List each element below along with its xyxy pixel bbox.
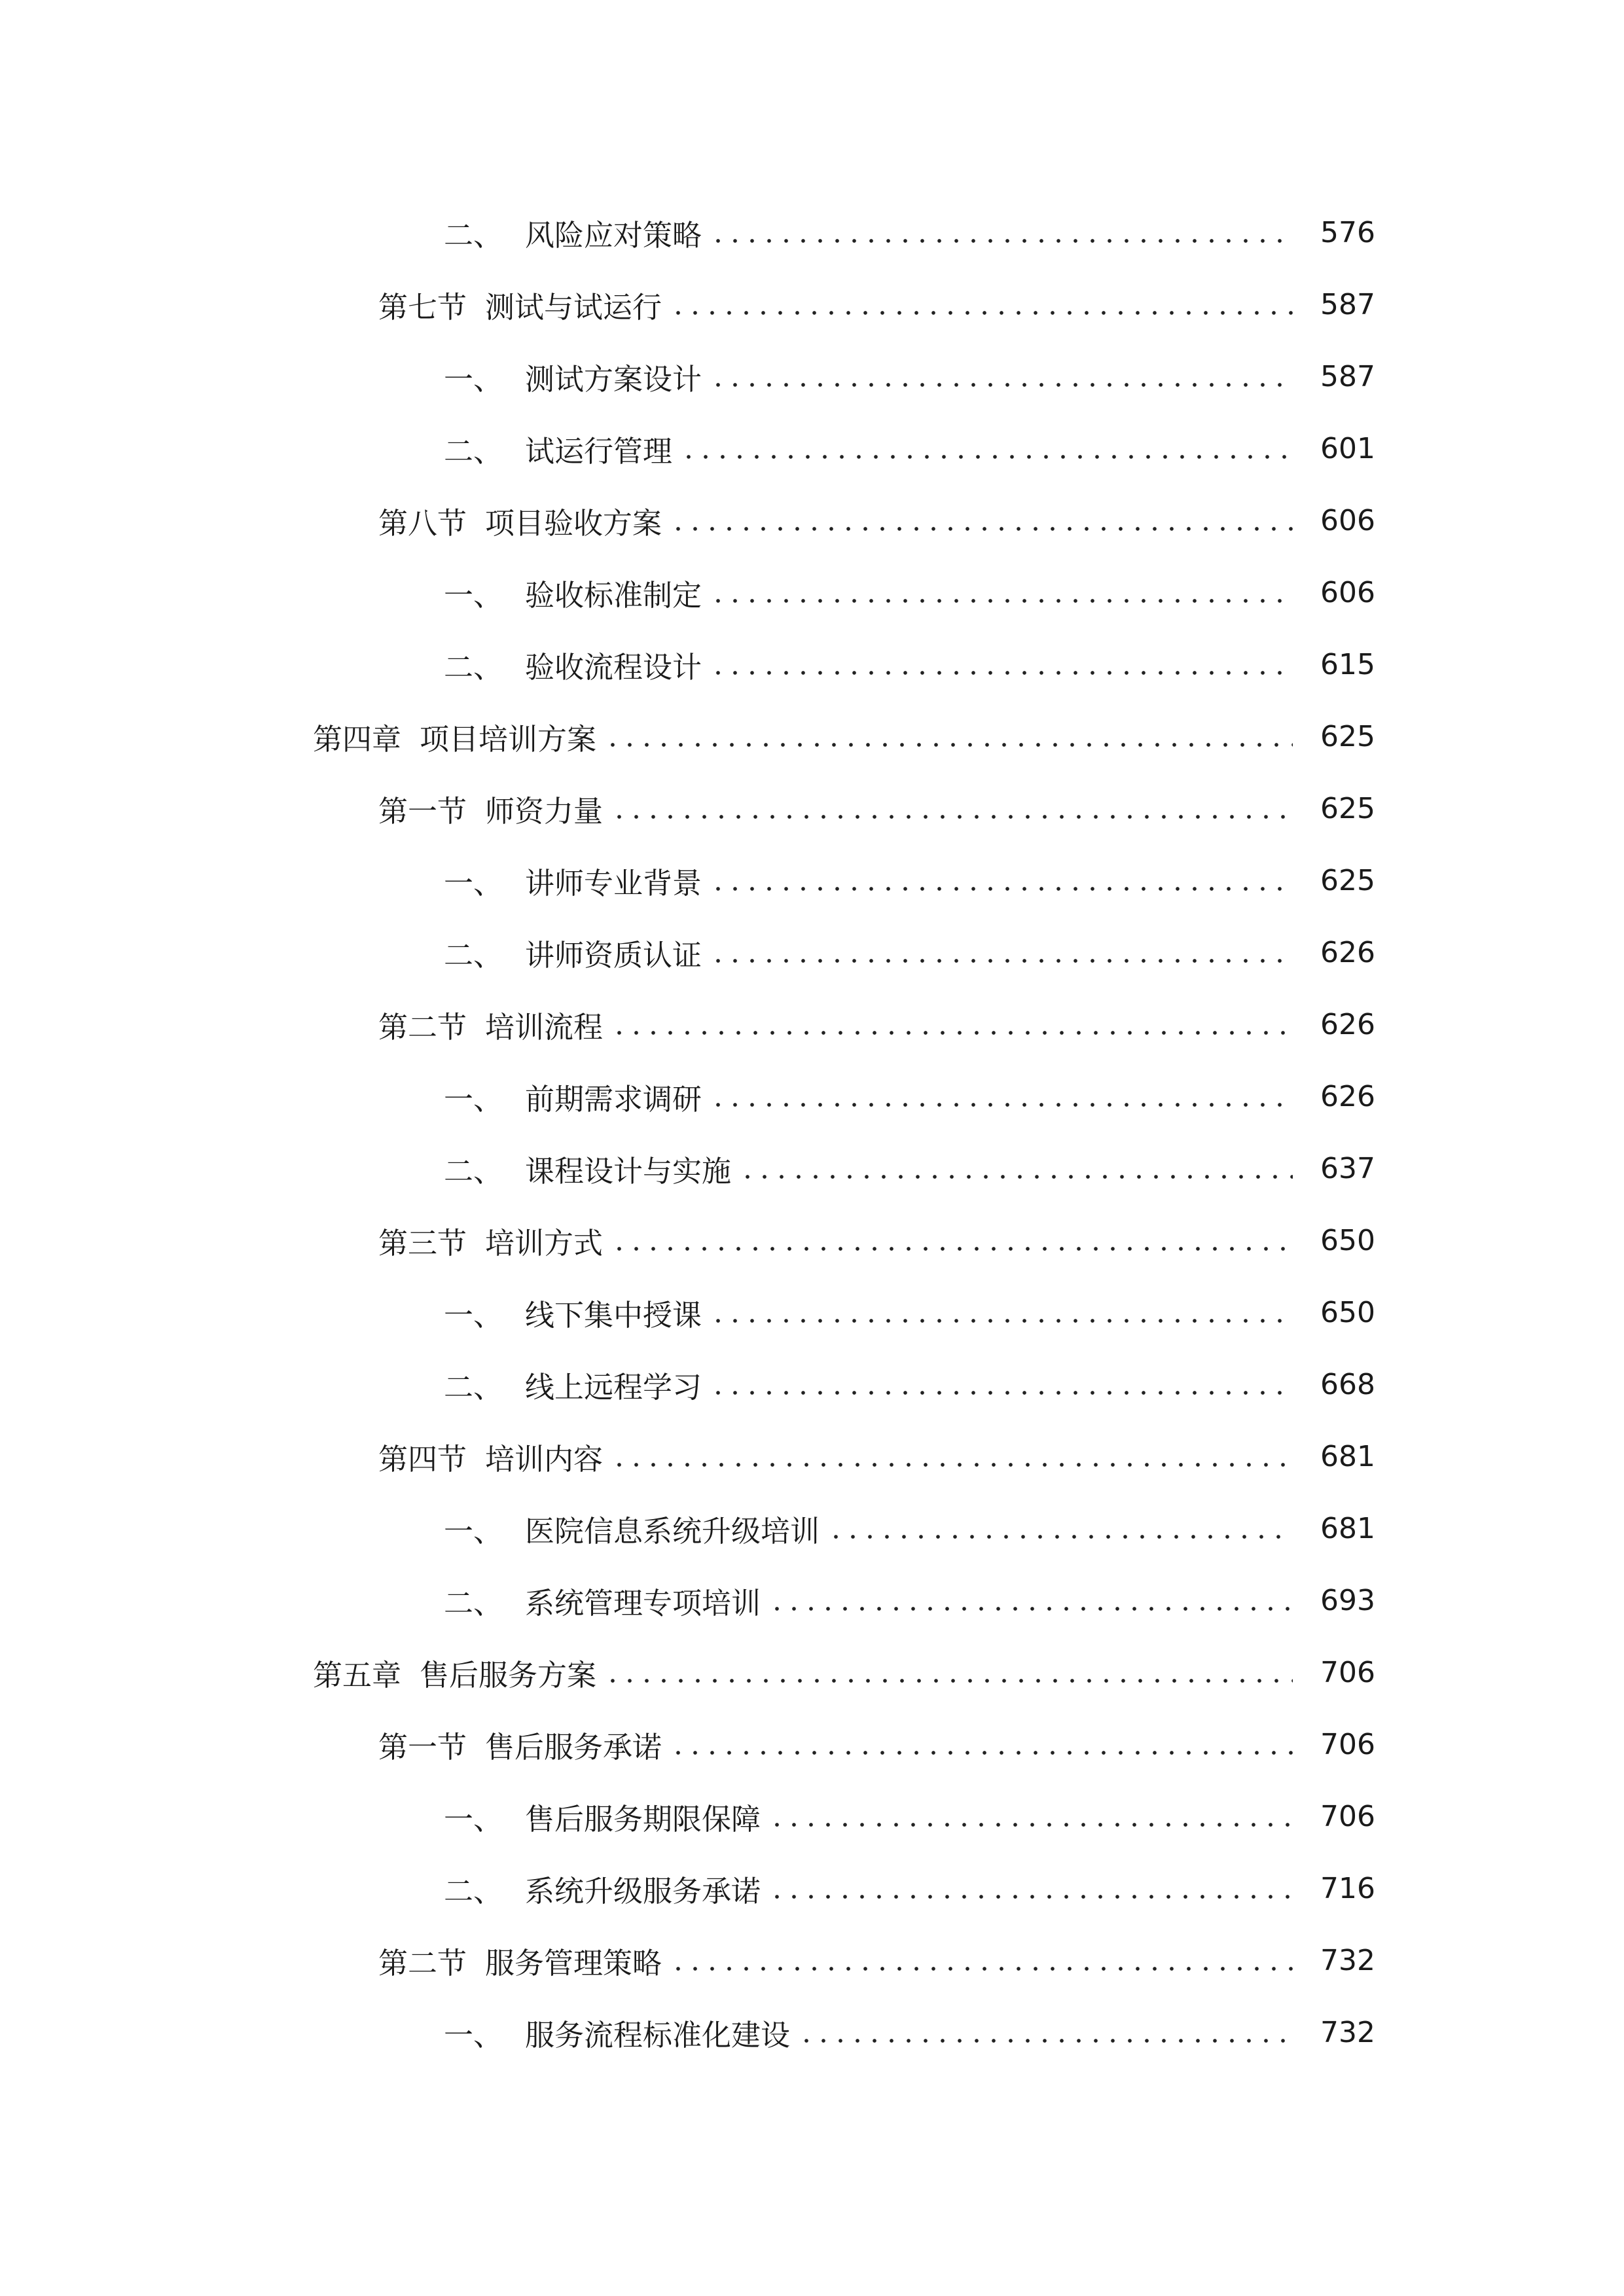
toc-page-number: 625 <box>1320 791 1375 825</box>
toc-dot-leader <box>670 308 1293 317</box>
toc-page-number: 681 <box>1320 1439 1375 1473</box>
toc-page-number: 706 <box>1320 1727 1375 1761</box>
toc-entry-number: 第四章 <box>313 721 402 757</box>
toc-entry-title: 售后服务期限保障 <box>525 1801 761 1837</box>
toc-dot-leader <box>768 1604 1293 1613</box>
toc-entry[interactable] <box>0 1852 1624 1924</box>
toc-entry-number: 一、 <box>444 1513 503 1549</box>
toc-page-number: 626 <box>1320 1079 1375 1113</box>
toc-page-number: 625 <box>1320 863 1375 897</box>
toc-page-number: 626 <box>1320 1007 1375 1041</box>
toc-entry-title: 课程设计与实施 <box>525 1153 732 1189</box>
toc-entry[interactable] <box>0 1420 1624 1492</box>
toc-entry[interactable] <box>0 1204 1624 1276</box>
toc-page-number: 706 <box>1320 1799 1375 1833</box>
toc-page-number: 706 <box>1320 1655 1375 1689</box>
toc-entry[interactable] <box>0 556 1624 628</box>
toc-page-number: 637 <box>1320 1151 1375 1185</box>
toc-entry-title: 售后服务承诺 <box>485 1729 662 1765</box>
toc-page-number: 693 <box>1320 1583 1375 1617</box>
toc-entry[interactable] <box>0 484 1624 556</box>
toc-dot-leader <box>710 236 1293 245</box>
toc-dot-leader <box>768 1892 1293 1901</box>
toc-dot-leader <box>710 380 1293 389</box>
table-of-contents <box>0 196 1624 2068</box>
toc-entry[interactable] <box>0 988 1624 1060</box>
toc-entry-number: 第五章 <box>313 1657 402 1693</box>
toc-entry-number: 一、 <box>444 1081 503 1117</box>
toc-dot-leader <box>768 1820 1293 1829</box>
toc-entry-title: 试运行管理 <box>525 433 673 469</box>
toc-page-number: 732 <box>1320 2015 1375 2049</box>
toc-entry[interactable] <box>0 628 1624 700</box>
toc-entry-title: 前期需求调研 <box>525 1081 702 1117</box>
toc-entry-number: 第二节 <box>378 1945 467 1981</box>
toc-entry-title: 验收流程设计 <box>525 649 702 685</box>
toc-dot-leader <box>710 1100 1293 1109</box>
toc-dot-leader <box>710 1316 1293 1325</box>
toc-dot-leader <box>670 1748 1293 1757</box>
toc-dot-leader <box>710 884 1293 893</box>
toc-dot-leader <box>798 2036 1293 2045</box>
toc-page-number: 732 <box>1320 1943 1375 1977</box>
toc-entry-title: 风险应对策略 <box>525 217 702 253</box>
toc-entry-title: 讲师专业背景 <box>525 865 702 901</box>
toc-entry[interactable] <box>0 1708 1624 1780</box>
toc-dot-leader <box>604 1676 1293 1685</box>
toc-entry-title: 项目验收方案 <box>485 505 662 541</box>
toc-entry-title: 线下集中授课 <box>525 1297 702 1333</box>
toc-dot-leader <box>710 956 1293 965</box>
toc-entry[interactable] <box>0 772 1624 844</box>
toc-dot-leader <box>604 740 1293 749</box>
toc-page-number: 587 <box>1320 359 1375 393</box>
toc-page-number: 606 <box>1320 575 1375 609</box>
toc-entry[interactable] <box>0 1780 1624 1852</box>
toc-entry[interactable] <box>0 700 1624 772</box>
toc-entry-number: 二、 <box>444 937 503 973</box>
toc-entry-title: 培训内容 <box>485 1441 604 1477</box>
toc-entry[interactable] <box>0 412 1624 484</box>
toc-entry-number: 第七节 <box>378 289 467 325</box>
toc-entry-number: 一、 <box>444 1801 503 1837</box>
toc-dot-leader <box>739 1172 1293 1181</box>
toc-page-number: 625 <box>1320 719 1375 753</box>
toc-entry-number: 二、 <box>444 1873 503 1909</box>
toc-entry-title: 培训方式 <box>485 1225 604 1261</box>
toc-dot-leader <box>710 596 1293 605</box>
toc-dot-leader <box>611 812 1293 821</box>
toc-page-number: 587 <box>1320 287 1375 321</box>
toc-entry[interactable] <box>0 1492 1624 1564</box>
toc-entry-number: 一、 <box>444 1297 503 1333</box>
toc-dot-leader <box>710 1388 1293 1397</box>
toc-entry[interactable] <box>0 1348 1624 1420</box>
toc-dot-leader <box>611 1244 1293 1253</box>
toc-dot-leader <box>611 1028 1293 1037</box>
toc-entry-number: 第一节 <box>378 793 467 829</box>
toc-entry-number: 一、 <box>444 361 503 397</box>
toc-dot-leader <box>710 668 1293 677</box>
toc-page-number: 576 <box>1320 215 1375 249</box>
toc-entry-title: 线上远程学习 <box>525 1369 702 1405</box>
toc-page-number: 668 <box>1320 1367 1375 1401</box>
toc-page-number: 650 <box>1320 1223 1375 1257</box>
toc-entry-number: 第八节 <box>378 505 467 541</box>
toc-page-number: 606 <box>1320 503 1375 537</box>
toc-entry[interactable] <box>0 1276 1624 1348</box>
toc-entry-title: 培训流程 <box>485 1009 604 1045</box>
toc-page-number: 681 <box>1320 1511 1375 1545</box>
toc-entry-number: 一、 <box>444 2017 503 2053</box>
toc-dot-leader <box>680 452 1293 461</box>
toc-entry[interactable] <box>0 196 1624 268</box>
toc-entry-number: 第二节 <box>378 1009 467 1045</box>
toc-entry-title: 售后服务方案 <box>420 1657 597 1693</box>
toc-entry-title: 医院信息系统升级培训 <box>525 1513 820 1549</box>
toc-entry[interactable] <box>0 844 1624 916</box>
toc-entry[interactable] <box>0 1132 1624 1204</box>
toc-entry-number: 二、 <box>444 1585 503 1621</box>
toc-entry-number: 二、 <box>444 217 503 253</box>
toc-entry-number: 一、 <box>444 577 503 613</box>
toc-entry-number: 二、 <box>444 1153 503 1189</box>
toc-entry-number: 二、 <box>444 1369 503 1405</box>
toc-entry[interactable] <box>0 1924 1624 1996</box>
toc-page-number: 601 <box>1320 431 1375 465</box>
toc-entry-number: 二、 <box>444 433 503 469</box>
toc-entry-title: 系统升级服务承诺 <box>525 1873 761 1909</box>
toc-entry[interactable] <box>0 1564 1624 1636</box>
toc-entry-title: 服务管理策略 <box>485 1945 662 1981</box>
toc-dot-leader <box>670 524 1293 533</box>
toc-entry-number: 第三节 <box>378 1225 467 1261</box>
toc-page-number: 716 <box>1320 1871 1375 1905</box>
toc-entry-title: 测试方案设计 <box>525 361 702 397</box>
toc-entry-title: 讲师资质认证 <box>525 937 702 973</box>
toc-entry-number: 第四节 <box>378 1441 467 1477</box>
toc-entry-title: 系统管理专项培训 <box>525 1585 761 1621</box>
toc-entry-title: 师资力量 <box>485 793 604 829</box>
toc-entry-number: 第一节 <box>378 1729 467 1765</box>
toc-dot-leader <box>611 1460 1293 1469</box>
toc-entry-title: 测试与试运行 <box>485 289 662 325</box>
toc-entry-number: 二、 <box>444 649 503 685</box>
toc-entry[interactable] <box>0 1636 1624 1708</box>
toc-page-number: 626 <box>1320 935 1375 969</box>
toc-page-number: 615 <box>1320 647 1375 681</box>
toc-entry[interactable] <box>0 268 1624 340</box>
toc-page-number: 650 <box>1320 1295 1375 1329</box>
toc-entry[interactable] <box>0 1060 1624 1132</box>
toc-entry[interactable] <box>0 916 1624 988</box>
toc-entry[interactable] <box>0 1996 1624 2068</box>
toc-entry-title: 服务流程标准化建设 <box>525 2017 791 2053</box>
toc-dot-leader <box>827 1532 1293 1541</box>
toc-entry[interactable] <box>0 340 1624 412</box>
toc-entry-title: 验收标准制定 <box>525 577 702 613</box>
toc-entry-number: 一、 <box>444 865 503 901</box>
toc-entry-title: 项目培训方案 <box>420 721 597 757</box>
toc-dot-leader <box>670 1964 1293 1973</box>
